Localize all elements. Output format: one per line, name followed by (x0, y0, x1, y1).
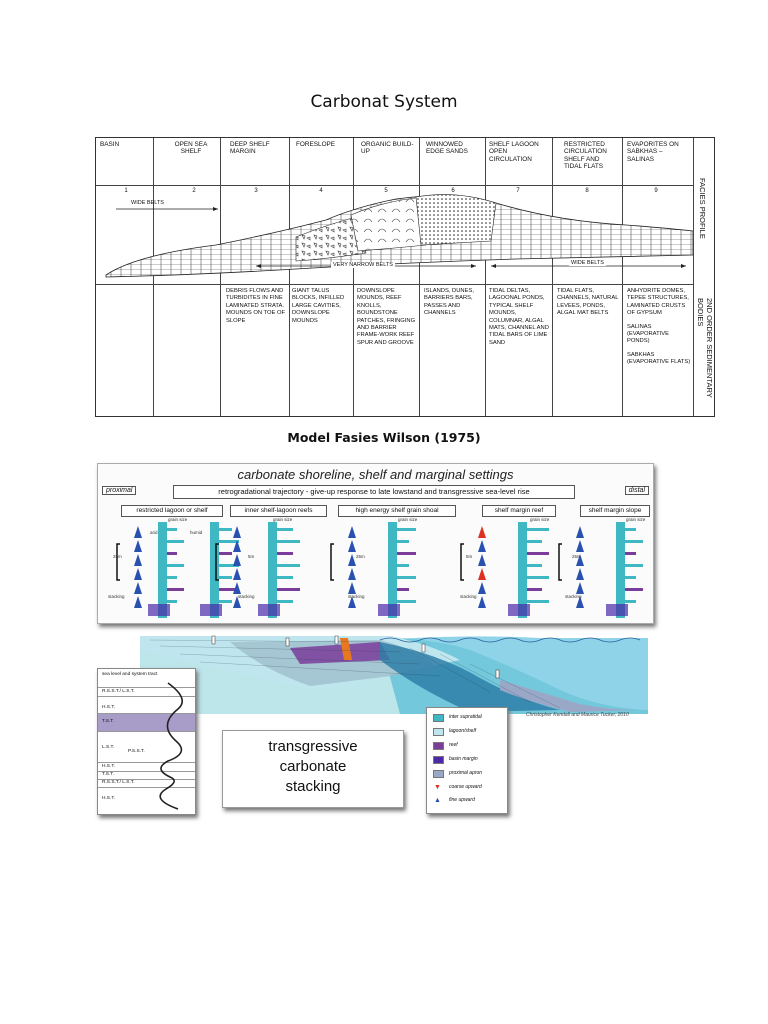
stacking-label: stacking (565, 594, 582, 599)
description-foreslope: GIANT TALUS BLOCKS, INFILLED LARGE CAVITIES, DOWNSLOPE MOUNDS (292, 288, 345, 324)
facies-number: 4 (319, 188, 323, 194)
strat-bed (277, 528, 293, 531)
strat-bed (277, 576, 293, 579)
fine-upward-triangle (576, 526, 584, 538)
system-tract-label: H.S.T. (102, 705, 116, 710)
fine-upward-triangle (348, 526, 356, 538)
grain-size-label: grain size (626, 517, 646, 522)
strat-base (200, 604, 222, 616)
facies-number: 5 (384, 188, 388, 194)
strat-bed (167, 528, 177, 531)
column-title: inner shelf-lagoon reefs (230, 505, 327, 517)
grain-size-label: grain size (530, 517, 550, 522)
legend-item: ▼ coarse upward (434, 784, 482, 791)
strat-bed (527, 552, 549, 555)
stacking-box-line: stacking (285, 778, 341, 795)
facies-profile-drawing (96, 185, 693, 284)
system-tract-label: P.S.S.T. (128, 749, 145, 754)
column-title: restricted lagoon or shelf (121, 505, 223, 517)
legend-item: basin margin (433, 756, 478, 762)
stacking-label: stacking (108, 594, 125, 599)
fine-upward-triangle (134, 568, 142, 580)
strat-base (378, 604, 400, 616)
stratigraphic-columns (98, 516, 653, 621)
strat-bed (625, 600, 636, 603)
scale-bracket (331, 544, 334, 580)
header-winnowed-edge-sands: WINNOWED EDGE SANDS (426, 141, 468, 156)
header-deep-shelf-margin: DEEP SHELF MARGIN (230, 141, 270, 156)
fine-upward-triangle (576, 582, 584, 594)
stacking-box-line: carbonate (279, 758, 347, 775)
strat-bed (625, 552, 636, 555)
header-shelf-lagoon: SHELF LAGOON OPEN CIRCULATION (489, 141, 539, 163)
strat-bed (219, 552, 232, 555)
strat-bed (625, 576, 636, 579)
strat-bed (277, 552, 293, 555)
strat-base (148, 604, 170, 616)
strat-bed (397, 528, 416, 531)
fine-upward-triangle (478, 596, 486, 608)
sedimentary-bodies-side-label: 2ND ORDER SEDIMENTARY BODIES (696, 298, 714, 398)
column-title: shelf margin reef (482, 505, 556, 517)
legend-swatch (433, 756, 444, 764)
strat-bed (219, 528, 232, 531)
header-foreslope: FORESLOPE (296, 141, 336, 148)
facies-number: 9 (654, 188, 658, 194)
fine-upward-triangle (134, 582, 142, 594)
fine-upward-triangle (576, 568, 584, 580)
sea-level-curve (98, 669, 195, 814)
legend-item: inter supratidal (433, 714, 482, 720)
description-edge-sands: ISLANDS, DUNES, BARRIERS BARS, PASSES AND CHANNELS (424, 288, 474, 317)
strat-bed (625, 540, 643, 543)
strat-bed (527, 528, 549, 531)
scale-bracket (461, 544, 464, 580)
scale-label: 5m (248, 554, 255, 559)
strat-bed (625, 528, 636, 531)
scale-bracket (559, 544, 562, 580)
humid-label: humid (190, 530, 203, 535)
strat-bed (625, 588, 643, 591)
strat-column (616, 522, 625, 618)
fine-upward-triangle (233, 568, 241, 580)
fine-upward-triangle (348, 554, 356, 566)
scale-label: 25m (356, 554, 365, 559)
scale-label: 25m (572, 554, 581, 559)
strat-bed (167, 540, 184, 543)
system-tract-label: L.S.T. (102, 745, 115, 750)
description-shelf-lagoon: TIDAL DELTAS, LAGOONAL PONDS, TYPICAL SHELF MOUNDS, COLUMNAR, ALGAL MATS, CHANNEL AND TIDAL BARS OF LIME SAND (489, 288, 549, 346)
fine-upward-triangle (233, 526, 241, 538)
scale-label: 5m (466, 554, 473, 559)
scale-bracket (117, 544, 120, 580)
shelf-cross-section (140, 630, 648, 714)
system-tract-label: R.S.S.T./ L.S.T. (102, 780, 135, 785)
strat-column (210, 522, 219, 618)
legend-swatch (433, 742, 444, 750)
fine-upward-triangle (576, 540, 584, 552)
stacking-label: stacking (238, 594, 255, 599)
fine-upward-triangle (348, 582, 356, 594)
wilson-facies-figure (95, 137, 715, 417)
facies-number: 7 (516, 188, 520, 194)
strat-bed (625, 564, 643, 567)
grain-size-label: grain size (168, 517, 188, 522)
legend (426, 707, 508, 814)
system-tract-label: T.S.T. (102, 719, 114, 724)
description-restricted: TIDAL FLATS, CHANNELS, NATURAL LEVEES, PONDS, ALGAL MAT BELTS (557, 288, 619, 317)
fine-upward-triangle (134, 596, 142, 608)
page-title: Carbonat System (310, 92, 458, 112)
facies-number: 3 (254, 188, 258, 194)
strat-bed (527, 588, 542, 591)
arid-label: arid (150, 530, 158, 535)
proximal-label: proximal (102, 486, 136, 495)
strat-bed (167, 552, 177, 555)
fine-upward-triangle (478, 540, 486, 552)
figure-credit: Christopher Kendall and Maurice Tucker, 2010 (526, 712, 629, 718)
description-evaporites (627, 288, 691, 373)
strat-bed (167, 588, 184, 591)
facies-number: 6 (451, 188, 455, 194)
legend-item: ▲ fine upward (434, 797, 475, 804)
header-restricted-circulation: RESTRICTED CIRCULATION SHELF AND TIDAL FLATS (564, 141, 607, 171)
figure-caption: Model Fasies Wilson (1975) (287, 430, 481, 445)
very-narrow-belts-label: VERY NARROW BELTS (333, 262, 393, 268)
fine-upward-triangle (233, 554, 241, 566)
header-organic-build-up: ORGANIC BUILD-UP (361, 141, 414, 156)
fine-upward-triangle (478, 554, 486, 566)
wide-belts-left-label: WIDE BELTS (131, 200, 164, 206)
strat-bed (219, 540, 239, 543)
evaporites-paragraph: SABKHAS (EVAPORATIVE FLATS) (627, 351, 691, 366)
scale-label: 25m (113, 554, 122, 559)
strat-bed (397, 564, 409, 567)
column-title: shelf margin slope (580, 505, 650, 517)
strat-bed (277, 564, 300, 567)
legend-swatch (433, 714, 444, 722)
panel-subheading: retrogradational trajectory - give-up response to late lowstand and transgressive sea-level rise (173, 485, 575, 499)
strat-bed (397, 600, 416, 603)
strat-base (508, 604, 530, 616)
legend-item: lagoon/shelf (433, 728, 476, 734)
strat-bed (397, 552, 416, 555)
evaporites-paragraph: ANHYDRITE DOMES, TEPEE STRUCTURES, LAMINATED CRUSTS OF GYPSUM (627, 288, 689, 317)
system-tract-label: T.S.T. (102, 772, 114, 777)
transgressive-stacking-box (222, 730, 404, 808)
wide-belts-right-label: WIDE BELTS (571, 260, 604, 266)
fine-upward-triangle (348, 540, 356, 552)
header-basin: BASIN (100, 141, 120, 148)
facies-number: 1 (124, 188, 128, 194)
grain-size-label: grain size (273, 517, 293, 522)
fine-upward-triangle (134, 526, 142, 538)
strat-bed (397, 576, 416, 579)
fine-upward-triangle (348, 568, 356, 580)
facies-number: 2 (192, 188, 196, 194)
description-deep-shelf: DEBRIS FLOWS AND TURBIDITES IN FINE LAMINATED STRATA. MOUNDS ON TOE OF SLOPE (226, 288, 286, 324)
system-tract-label: H.S.T. (102, 796, 116, 801)
description-build-up: DOWNSLOPE MOUNDS, REEF KNOLLS, BOUNDSTONE PATCHES, FRINGING AND BARRIER FRAME-WORK REEF SPUR AND GROOVE (357, 288, 416, 346)
kendall-shelf-panel (97, 463, 654, 624)
distal-label: distal (625, 486, 649, 495)
triangle-up-icon: ▲ (434, 797, 441, 804)
system-tract-label: R.S.S.T./ L.S.T. (102, 689, 135, 694)
strat-bed (277, 540, 300, 543)
strat-bed (167, 600, 177, 603)
stacking-label: stacking (348, 594, 365, 599)
strat-bed (277, 600, 293, 603)
strat-column (518, 522, 527, 618)
stacking-box-line: transgressive (268, 738, 358, 755)
panel-heading: carbonate shoreline, shelf and marginal settings (237, 467, 514, 482)
facies-profile-side-label: FACIES PROFILE (698, 178, 707, 239)
strat-bed (527, 576, 549, 579)
evaporites-paragraph: SALINAS (EVAPORATIVE PONDS) (627, 323, 669, 345)
strat-bed (167, 564, 184, 567)
sea-level-title: sea level and system tract (102, 672, 158, 677)
fine-upward-triangle (134, 554, 142, 566)
triangle-down-icon: ▼ (434, 784, 441, 791)
strat-base (606, 604, 628, 616)
strat-bed (527, 564, 542, 567)
strat-column (388, 522, 397, 618)
legend-item: proximal apron (433, 770, 482, 776)
facies-number: 8 (585, 188, 589, 194)
strat-bed (219, 600, 232, 603)
legend-swatch (433, 770, 444, 778)
strat-bed (397, 588, 409, 591)
fine-upward-triangle (478, 582, 486, 594)
strat-bed (219, 576, 232, 579)
strat-base (258, 604, 280, 616)
header-evaporites: EVAPORITES ON SABKHAS – SALINAS (627, 141, 679, 163)
strat-column (158, 522, 167, 618)
fine-upward-triangle (478, 526, 486, 538)
system-tract-label: H.S.T. (102, 764, 116, 769)
fine-upward-triangle (134, 540, 142, 552)
legend-item: reef (433, 742, 458, 748)
strat-bed (397, 540, 409, 543)
strat-bed (527, 540, 542, 543)
sea-level-system-tract-panel (97, 668, 196, 815)
column-title: high energy shelf grain shoal (338, 505, 456, 517)
header-open-sea-shelf: OPEN SEA SHELF (174, 141, 208, 156)
fine-upward-triangle (478, 568, 486, 580)
stacking-label: stacking (460, 594, 477, 599)
strat-bed (527, 600, 549, 603)
legend-swatch (433, 728, 444, 736)
grain-size-label: grain size (398, 517, 418, 522)
strat-bed (277, 588, 300, 591)
strat-bed (167, 576, 177, 579)
strat-column (268, 522, 277, 618)
